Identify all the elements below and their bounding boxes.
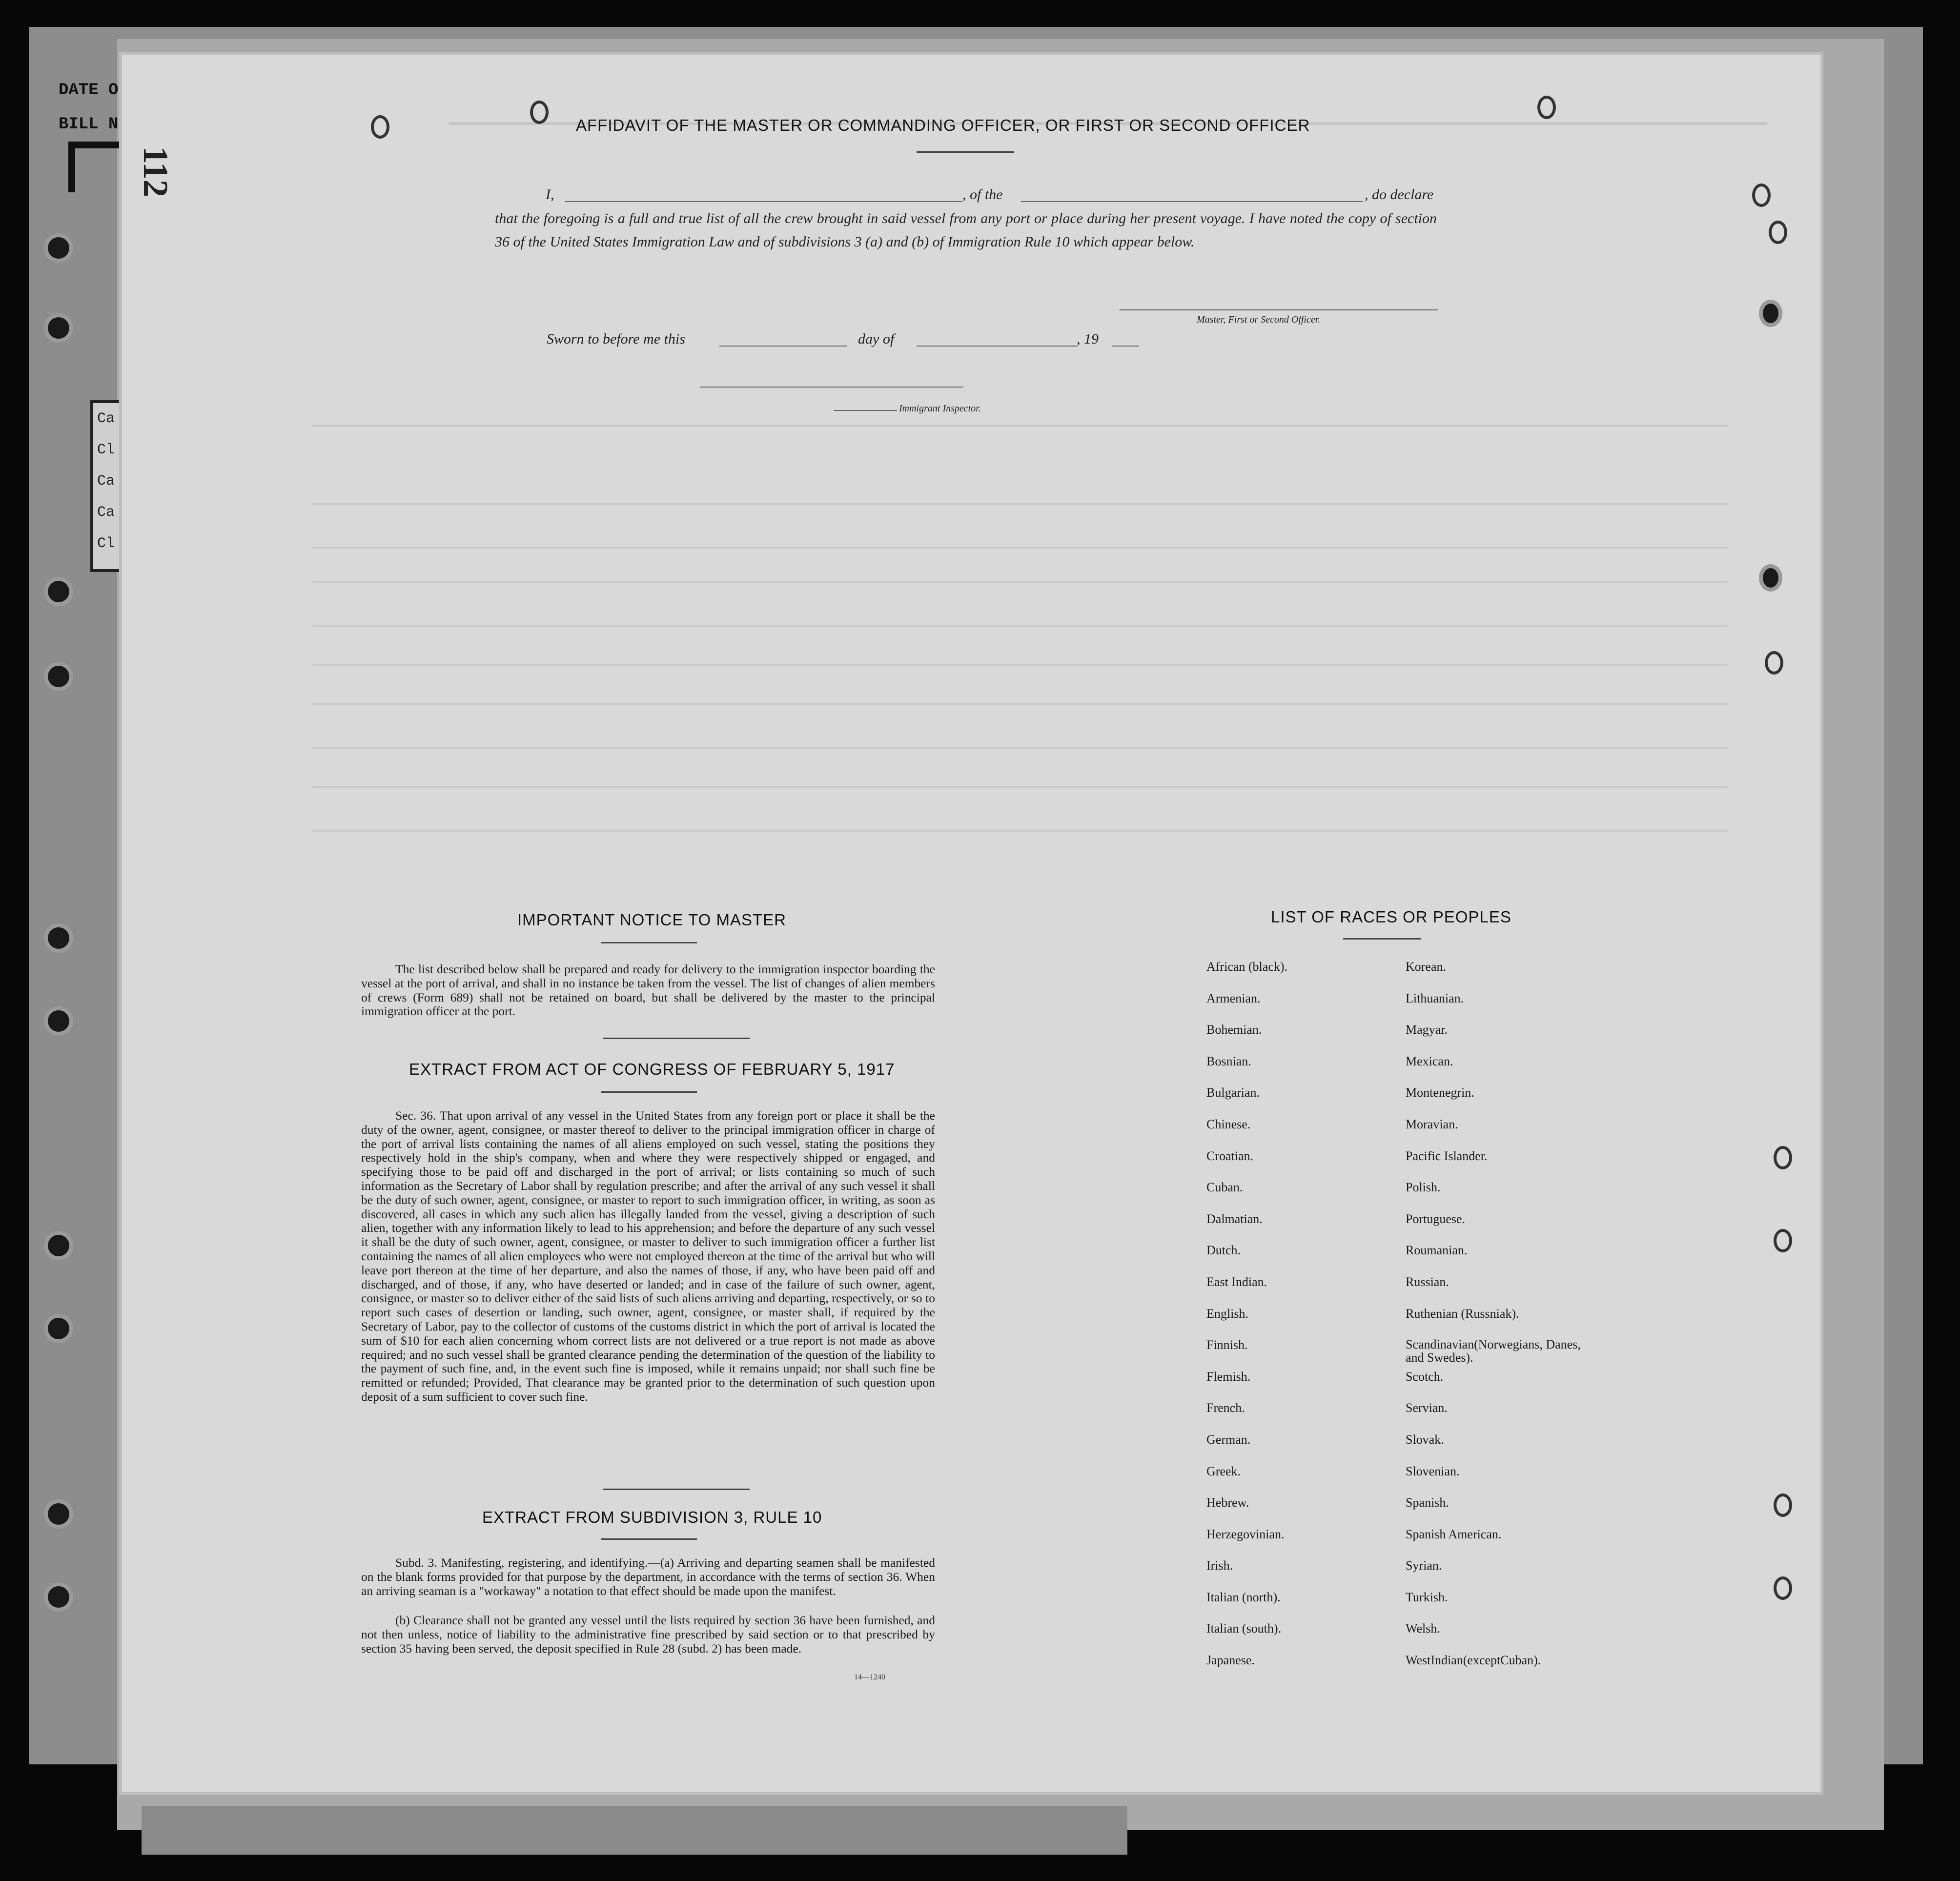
fragment-line: Cl bbox=[97, 535, 115, 552]
affiant-label: I, bbox=[546, 186, 554, 203]
punch-hole bbox=[48, 581, 69, 602]
page-number: 112 bbox=[136, 146, 175, 198]
race-item: WestIndian(exceptCuban). bbox=[1406, 1653, 1541, 1668]
race-item: Bosnian. bbox=[1206, 1054, 1251, 1068]
punch-hole bbox=[48, 1235, 69, 1256]
race-item: Portuguese. bbox=[1406, 1211, 1466, 1226]
race-item: Hebrew. bbox=[1206, 1495, 1249, 1510]
punch-hole bbox=[48, 317, 69, 339]
races-rule bbox=[1343, 938, 1421, 940]
race-item: Bulgarian. bbox=[1206, 1085, 1260, 1100]
race-item: Servian. bbox=[1406, 1401, 1448, 1415]
fragment-line: BILL N bbox=[59, 115, 119, 134]
race-item: Italian (north). bbox=[1206, 1590, 1281, 1604]
race-item: Montenegrin. bbox=[1406, 1085, 1474, 1100]
notice-body: The list described below shall be prepared and ready for delivery to the immigration inspector boarding the vessel at the port of arrival, and shall in no instance be taken from the vessel. The list of changes of alien members of crews (Form 689) shall not be retained on board, but shall be delivered by the master to the principal immigration officer at the port. bbox=[361, 962, 935, 1019]
declare-label: , do declare bbox=[1365, 186, 1434, 203]
race-item: Italian (south). bbox=[1206, 1621, 1282, 1636]
sworn-label: Sworn to before me this bbox=[547, 331, 685, 347]
punch-ring bbox=[1537, 96, 1556, 119]
race-item: Herzegovinian. bbox=[1206, 1527, 1285, 1541]
punch-hole bbox=[48, 666, 69, 687]
notice-title: IMPORTANT NOTICE TO MASTER bbox=[517, 911, 787, 929]
race-item: Magyar. bbox=[1406, 1022, 1448, 1037]
race-item: Greek. bbox=[1206, 1464, 1241, 1478]
bleed-through-line bbox=[312, 664, 1776, 683]
race-item: Scotch. bbox=[1406, 1369, 1444, 1384]
race-item: Slovenian. bbox=[1406, 1464, 1460, 1478]
fragment-line: DATE O bbox=[59, 81, 119, 100]
bleed-through-line bbox=[312, 703, 1776, 722]
bleed-through-line bbox=[312, 547, 1776, 566]
race-item: Cuban. bbox=[1206, 1180, 1243, 1195]
race-item: French. bbox=[1206, 1401, 1245, 1415]
inspector-dash bbox=[834, 410, 897, 411]
master-signature-label: Master, First or Second Officer. bbox=[1197, 314, 1321, 325]
act-rule bbox=[601, 1091, 697, 1093]
bottom-sheet-edge bbox=[142, 1806, 1127, 1855]
race-item: Chinese. bbox=[1206, 1117, 1251, 1131]
bleed-through-line bbox=[312, 747, 1776, 766]
bleed-through-line bbox=[312, 786, 1776, 805]
rule-extract-title: EXTRACT FROM SUBDIVISION 3, RULE 10 bbox=[482, 1508, 822, 1526]
vessel-label: , of the bbox=[962, 186, 1003, 203]
sworn-year-field[interactable] bbox=[1112, 346, 1139, 347]
punch-ring bbox=[371, 115, 389, 139]
bleed-through-line bbox=[312, 581, 1776, 600]
act-extract-body: Sec. 36. That upon arrival of any vessel in the United States from any foreign port or place it shall be the duty of the owner, agent, consignee, or master thereof to deliver to the principal immigration officer in charge of the port of arrival lists containing the names of all aliens employed on such vessel, stating the positions they respectively hold in the ship's company, when and where they were respectively shipped or engaged, and specifying those to be paid off and discharged in the port of arrival; or lists containing so much of such information as the Secretary of Labor shall by regulation prescribe; and after the arrival of any such vessel it shall be the duty of such owner, agent, consignee, or master to report to such immigration officer, in writing, as soon as discovered, all cases in which any such alien has illegally landed from the vessel, giving a description of such alien, together with any information likely to lead to his apprehension; and before the departure of any such vessel it shall be the duty of such owner, agent, consignee, or master to deliver to such immigration officer a further list containing the names of all alien employees who were not employed thereon at the time of the arrival but who will leave port thereon at the time of her departure, and also the names of those, if any, who have been paid off and discharged, and of those, if any, who have deserted or landed; and in case of the failure of such owner, agent, consignee, or master so to deliver either of the said lists of such aliens arriving and departing, respectively, or so to report such cases of desertion or landing, such owner, agent, consignee, or master shall, if required by the Secretary of Labor, pay to the collector of customs of the customs district in which the port of arrival is located the sum of $10 for each alien concerning whom correct lists are not delivered or a true report is not made as above required; and no such vessel shall be granted clearance pending the determination of the question of the liability to the payment of such fine, and, in the event such fine is imposed, while it remains unpaid; nor shall such fine be remitted or refunded; Provided, That clearance may be granted prior to the determination of such question upon deposit of a sum sufficient to cover such fine. bbox=[361, 1108, 935, 1404]
section-divider bbox=[603, 1038, 750, 1039]
race-item: Welsh. bbox=[1406, 1621, 1440, 1636]
race-item: English. bbox=[1206, 1306, 1248, 1321]
rule-para-a: Subd. 3. Manifesting, registering, and identifying.—(a) Arriving and departing seamen shall be manifested on the blank forms provided for that purpose by the department, in accordance with the terms of section 36. When an arriving seaman is a "workaway" a notation to that effect should be made upon the manifest. bbox=[361, 1555, 935, 1598]
punch-hole bbox=[1763, 568, 1778, 588]
punch-ring bbox=[1774, 1493, 1792, 1517]
punch-hole bbox=[48, 1010, 69, 1032]
race-item: East Indian. bbox=[1206, 1274, 1267, 1289]
race-item: Slovak. bbox=[1406, 1432, 1444, 1447]
bleed-through-line bbox=[312, 625, 1776, 644]
punch-hole bbox=[48, 1586, 69, 1608]
section-divider bbox=[603, 1489, 750, 1490]
rule-rule bbox=[601, 1538, 697, 1540]
fragment-line: Ca bbox=[97, 473, 115, 490]
race-item: Pacific Islander. bbox=[1406, 1148, 1488, 1163]
punch-hole bbox=[48, 927, 69, 949]
race-item: Dalmatian. bbox=[1206, 1211, 1263, 1226]
punch-ring bbox=[1769, 221, 1787, 244]
race-item: African (black). bbox=[1206, 960, 1288, 974]
race-item: Dutch. bbox=[1206, 1243, 1241, 1258]
master-signature-line[interactable] bbox=[1120, 309, 1438, 310]
punch-ring bbox=[1774, 1229, 1792, 1252]
punch-hole bbox=[48, 1318, 69, 1339]
races-column-2 bbox=[1406, 960, 1581, 1685]
race-item: Polish. bbox=[1406, 1180, 1441, 1195]
race-item: Spanish. bbox=[1406, 1495, 1449, 1510]
race-item: Bohemian. bbox=[1206, 1022, 1262, 1037]
race-item: Moravian. bbox=[1406, 1117, 1458, 1131]
affiant-name-field[interactable] bbox=[565, 201, 962, 202]
fragment-line: Ca bbox=[97, 410, 115, 427]
race-item: Mexican. bbox=[1406, 1054, 1453, 1068]
race-item: Syrian. bbox=[1406, 1558, 1442, 1573]
punch-hole bbox=[48, 237, 69, 259]
year-label: , 19 bbox=[1077, 331, 1099, 347]
punch-ring bbox=[1752, 184, 1771, 207]
races-column-1 bbox=[1206, 960, 1382, 1685]
rule-para-b: (b) Clearance shall not be granted any vessel until the lists required by section 36 have been furnished, and not then unless, notice of liability to the administrative fine prescribed by said section or to that prescribed by section 35 having been served, the deposit specified in Rule 28 (subd. 2) has been made. bbox=[361, 1613, 935, 1656]
affidavit-body: that the foregoing is a full and true list of all the crew brought in said vessel from any port or place during her present voyage. I have noted the copy of section 36 of the United States Immigration Law and of subdivisions 3 (a) and (b) of Immigration Rule 10 which appear below. bbox=[495, 210, 1437, 250]
fragment-line: Cl bbox=[97, 442, 115, 458]
punch-ring bbox=[530, 101, 549, 124]
vessel-name-field[interactable] bbox=[1021, 201, 1363, 202]
race-item: Armenian. bbox=[1206, 991, 1261, 1005]
punch-ring bbox=[1774, 1576, 1792, 1600]
race-item: Scandinavian(Norwegians, Danes, and Swedes). bbox=[1406, 1337, 1581, 1365]
punch-ring bbox=[1765, 651, 1783, 675]
affidavit-title: AFFIDAVIT OF THE MASTER OR COMMANDING OFFICER, OR FIRST OR SECOND OFFICER bbox=[576, 116, 1310, 134]
race-item: Japanese. bbox=[1206, 1653, 1255, 1668]
race-item: Finnish. bbox=[1206, 1338, 1248, 1352]
sworn-month-field[interactable] bbox=[917, 346, 1077, 347]
race-item: German. bbox=[1206, 1432, 1251, 1447]
race-item: Croatian. bbox=[1206, 1148, 1254, 1163]
inspector-signature-label: Immigrant Inspector. bbox=[899, 403, 981, 414]
notice-rule bbox=[601, 942, 697, 943]
form-number: 14—1240 bbox=[854, 1673, 885, 1681]
bleed-through-line bbox=[312, 503, 1776, 522]
race-item: Russian. bbox=[1406, 1274, 1449, 1289]
race-item: Turkish. bbox=[1406, 1590, 1448, 1604]
act-extract-title: EXTRACT FROM ACT OF CONGRESS OF FEBRUARY 5, 1917 bbox=[409, 1060, 895, 1078]
race-item: Roumanian. bbox=[1406, 1243, 1468, 1258]
sworn-day-field[interactable] bbox=[719, 346, 847, 347]
race-item: Ruthenian (Russniak). bbox=[1406, 1306, 1519, 1321]
inspector-signature-line[interactable] bbox=[700, 387, 963, 388]
fragment-line: Ca bbox=[97, 504, 115, 521]
race-item: Spanish American. bbox=[1406, 1527, 1502, 1541]
races-title: LIST OF RACES OR PEOPLES bbox=[1271, 908, 1511, 926]
race-item: Flemish. bbox=[1206, 1369, 1251, 1384]
day-of-label: day of bbox=[858, 331, 895, 347]
bleed-through-line bbox=[312, 425, 1776, 444]
race-item: Lithuanian. bbox=[1406, 991, 1464, 1005]
punch-hole bbox=[1763, 304, 1778, 323]
punch-hole bbox=[48, 1503, 69, 1525]
punch-ring bbox=[1774, 1146, 1792, 1169]
title-rule bbox=[917, 151, 1014, 153]
race-item: Irish. bbox=[1206, 1558, 1233, 1573]
race-item: Korean. bbox=[1406, 960, 1447, 974]
bleed-through-line bbox=[312, 830, 1776, 849]
